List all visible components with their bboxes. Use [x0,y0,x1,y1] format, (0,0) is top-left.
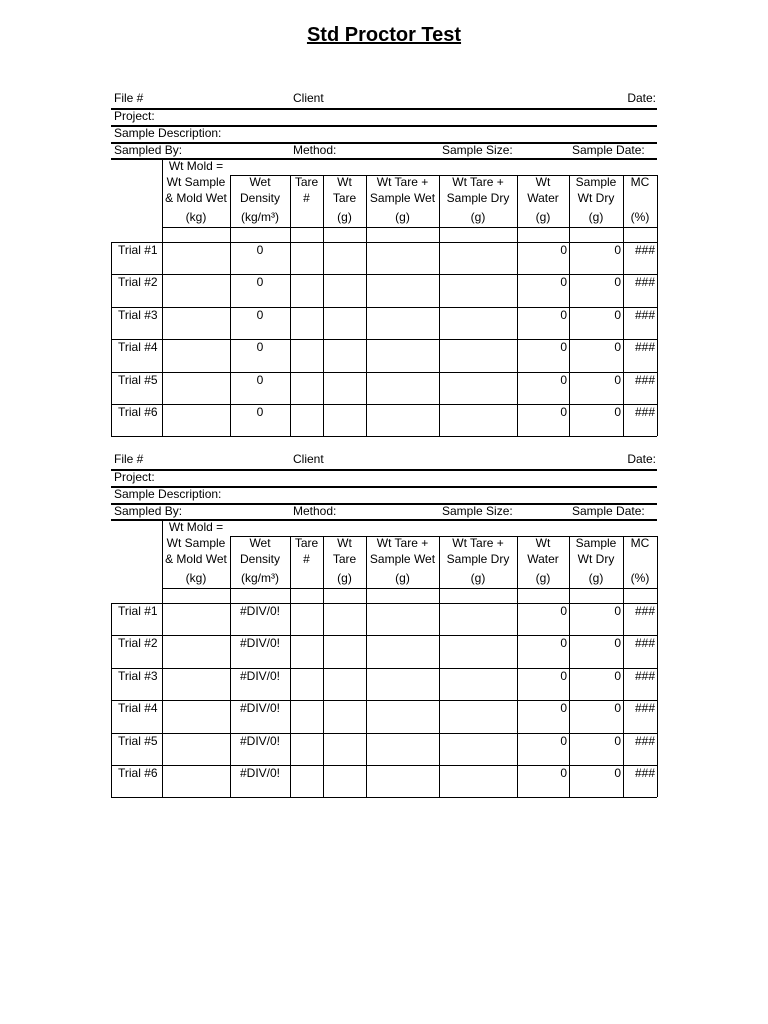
col-wt-water-unit: (g) [535,210,551,224]
col-wt-tare-wet-1: Wt Tare + [376,175,429,189]
wt-water-cell: 0 [560,373,567,387]
info-rule [111,486,657,488]
col-wt-tare-2: Tare [332,552,357,566]
project-label: Project: [114,109,155,123]
col-wt-water-2: Water [527,552,559,566]
trial-label: Trial #4 [118,340,158,354]
col-wt-sample-2: & Mold Wet [165,552,227,566]
col-mc-1: MC [630,175,650,189]
col-wet-density-1: Wet [249,536,271,550]
col-wt-water-unit: (g) [535,571,551,585]
trial-label: Trial #3 [118,308,158,322]
col-wt-tare-2: Tare [332,191,357,205]
col-wt-tare-unit: (g) [337,210,352,224]
col-wt-tare-unit: (g) [337,571,352,585]
sample-wt-dry-cell: 0 [614,636,621,650]
sample-size-label: Sample Size: [442,143,513,157]
sample-date-label: Sample Date: [572,504,645,518]
page-title: Std Proctor Test [306,24,462,46]
date-label: Date: [627,452,656,466]
sample-wt-dry-cell: 0 [614,734,621,748]
col-mc-unit: (%) [630,571,650,585]
grid-hline [111,797,657,798]
col-sample-wt-dry-1: Sample [575,175,617,189]
mc-cell: ### [634,243,655,257]
col-wt-water-1: Wt [535,175,551,189]
mc-cell: ### [634,669,655,683]
col-wt-tare-wet-2: Sample Wet [369,552,436,566]
col-mc-unit: (%) [630,210,650,224]
client-label: Client [293,452,324,466]
mc-cell: ### [634,373,655,387]
file-label: File # [114,91,144,105]
sample-wt-dry-cell: 0 [614,340,621,354]
trial-label: Trial #4 [118,701,158,715]
wet-density-cell: 0 [256,308,264,322]
grid-vline [290,536,291,797]
wet-density-cell: 0 [256,243,264,257]
info-rule [111,108,657,110]
mc-cell: ### [634,701,655,715]
col-wt-sample-1: Wt Sample [166,175,226,189]
mc-cell: ### [634,275,655,289]
sample-wt-dry-cell: 0 [614,373,621,387]
col-tare-1: Tare [294,536,319,550]
col-wt-mold: Wt Mold = [168,159,224,173]
wt-water-cell: 0 [560,636,567,650]
col-wt-sample-1: Wt Sample [166,536,226,550]
wt-water-cell: 0 [560,604,567,618]
file-label: File # [114,452,144,466]
sample-description-label: Sample Description: [114,126,222,140]
trial-label: Trial #5 [118,373,158,387]
col-wt-tare-dry-1: Wt Tare + [452,175,504,189]
grid-vline [657,175,658,436]
mc-cell: ### [634,340,655,354]
col-wt-mold: Wt Mold = [168,520,224,534]
mc-cell: ### [634,405,655,419]
trial-label: Trial #1 [118,604,158,618]
col-wt-tare-dry-unit: (g) [470,210,486,224]
sample-wt-dry-cell: 0 [614,766,621,780]
trial-label: Trial #6 [118,766,158,780]
col-wt-tare-dry-unit: (g) [470,571,486,585]
mc-cell: ### [634,734,655,748]
col-mc-1: MC [630,536,650,550]
wet-density-cell: #DIV/0! [239,669,281,683]
mc-cell: ### [634,766,655,780]
grid-hline [111,436,657,437]
grid-hline [162,588,657,589]
project-label: Project: [114,470,155,484]
col-wt-water-2: Water [527,191,559,205]
col-tare-1: Tare [294,175,319,189]
method-label: Method: [293,504,337,518]
col-wet-density-1: Wet [249,175,271,189]
sampled-by-label: Sampled By: [114,143,183,157]
wt-water-cell: 0 [560,308,567,322]
info-rule [111,125,657,127]
wet-density-cell: #DIV/0! [239,734,281,748]
sample-wt-dry-cell: 0 [614,405,621,419]
col-tare-2: # [303,191,310,205]
sample-description-label: Sample Description: [114,487,222,501]
wt-water-cell: 0 [560,734,567,748]
col-wt-tare-1: Wt [337,536,352,550]
col-wt-sample-2: & Mold Wet [165,191,227,205]
col-sample-wt-dry-unit: (g) [588,571,604,585]
info-rule [111,469,657,471]
wt-water-cell: 0 [560,669,567,683]
col-sample-wt-dry-unit: (g) [588,210,604,224]
col-wet-density-unit: (kg/m³) [241,210,279,224]
sample-wt-dry-cell: 0 [614,308,621,322]
sample-date-label: Sample Date: [572,143,645,157]
grid-vline [657,536,658,797]
col-wt-tare-wet-unit: (g) [395,210,410,224]
col-wt-tare-wet-2: Sample Wet [369,191,436,205]
col-tare-2: # [303,552,310,566]
wet-density-cell: #DIV/0! [239,701,281,715]
col-sample-wt-dry-2: Wt Dry [577,552,615,566]
sample-size-label: Sample Size: [442,504,513,518]
client-label: Client [293,91,324,105]
wet-density-cell: 0 [256,275,264,289]
col-wt-tare-dry-2: Sample Dry [446,552,510,566]
wet-density-cell: 0 [256,405,264,419]
col-wt-tare-wet-1: Wt Tare + [376,536,429,550]
sample-wt-dry-cell: 0 [614,243,621,257]
wet-density-cell: 0 [256,340,264,354]
col-wt-tare-dry-2: Sample Dry [446,191,510,205]
col-wt-water-1: Wt [535,536,551,550]
sample-wt-dry-cell: 0 [614,275,621,289]
info-rule [111,503,657,505]
grid-hline [162,227,657,228]
wt-water-cell: 0 [560,701,567,715]
col-wet-density-2: Density [239,191,280,205]
col-wt-tare-dry-1: Wt Tare + [452,536,504,550]
wet-density-cell: #DIV/0! [239,636,281,650]
sampled-by-label: Sampled By: [114,504,183,518]
wt-water-cell: 0 [560,766,567,780]
wt-water-cell: 0 [560,340,567,354]
method-label: Method: [293,143,337,157]
trial-label: Trial #5 [118,734,158,748]
trial-label: Trial #2 [118,275,158,289]
col-wt-tare-1: Wt [337,175,352,189]
col-wt-sample-unit: (kg) [185,210,207,224]
wet-density-cell: #DIV/0! [239,604,281,618]
wet-density-cell: 0 [256,373,264,387]
mc-cell: ### [634,636,655,650]
sample-wt-dry-cell: 0 [614,701,621,715]
col-wt-sample-unit: (kg) [185,571,207,585]
date-label: Date: [627,91,656,105]
col-wet-density-2: Density [239,552,280,566]
col-sample-wt-dry-2: Wt Dry [577,191,615,205]
col-sample-wt-dry-1: Sample [575,536,617,550]
grid-vline [290,175,291,436]
wt-water-cell: 0 [560,275,567,289]
trial-label: Trial #1 [118,243,158,257]
col-wet-density-unit: (kg/m³) [241,571,279,585]
sample-wt-dry-cell: 0 [614,604,621,618]
sample-wt-dry-cell: 0 [614,669,621,683]
mc-cell: ### [634,308,655,322]
wet-density-cell: #DIV/0! [239,766,281,780]
trial-label: Trial #3 [118,669,158,683]
col-wt-tare-wet-unit: (g) [395,571,410,585]
mc-cell: ### [634,604,655,618]
wt-water-cell: 0 [560,405,567,419]
trial-label: Trial #6 [118,405,158,419]
info-rule [111,142,657,144]
wt-water-cell: 0 [560,243,567,257]
trial-label: Trial #2 [118,636,158,650]
